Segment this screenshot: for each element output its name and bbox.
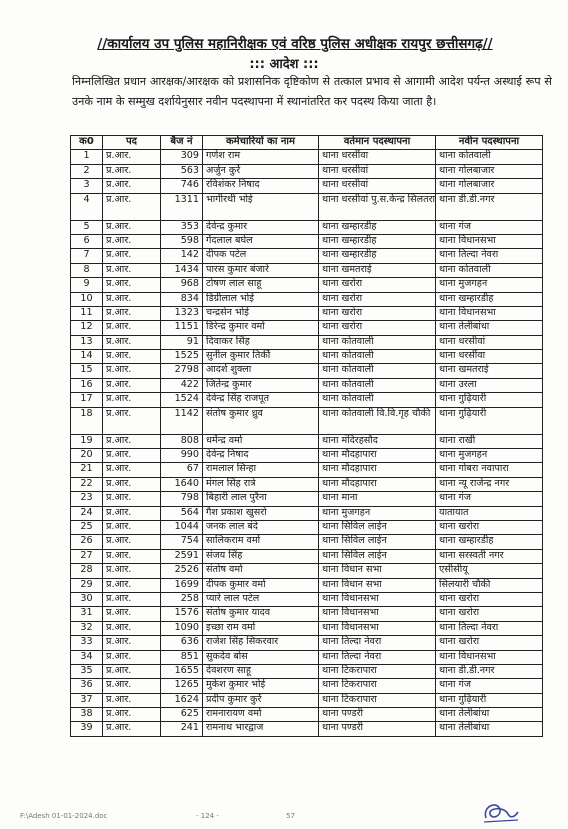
rank-cell: प्र.आर.: [103, 693, 161, 707]
badge-cell: 422: [161, 378, 203, 392]
new-posting-cell: थाना धरसीवां: [436, 335, 543, 349]
employee-name-cell: धर्मेन्द्र वर्मा: [203, 434, 319, 448]
employee-name-cell: रामलाल सिन्हा: [203, 463, 319, 477]
header-rank: पद: [103, 136, 161, 150]
transfer-table: [70, 135, 543, 737]
serial-cell: 2: [71, 164, 103, 178]
current-posting-cell: थाना मंदिरहसौद: [319, 434, 436, 448]
badge-cell: 1265: [161, 679, 203, 693]
new-posting-cell: थाना गोलबाजार: [436, 164, 543, 178]
serial-cell: 9: [71, 278, 103, 292]
serial-cell: 38: [71, 708, 103, 722]
badge-cell: 636: [161, 636, 203, 650]
rank-cell: प्र.आर.: [103, 449, 161, 463]
rank-cell: प्र.आर.: [103, 434, 161, 448]
serial-cell: 11: [71, 306, 103, 320]
table-row: [71, 220, 543, 234]
employee-name-cell: प्रदीप कुमार कुर्रे: [203, 693, 319, 707]
badge-cell: 1434: [161, 263, 203, 277]
badge-cell: 91: [161, 335, 203, 349]
table-row: [71, 364, 543, 378]
current-posting-cell: थाना कोतवाली: [319, 378, 436, 392]
rank-cell: प्र.आर.: [103, 292, 161, 306]
badge-cell: 1576: [161, 607, 203, 621]
new-posting-cell: थाना धरसींवा: [436, 350, 543, 364]
table-row: [71, 607, 543, 621]
badge-cell: 1655: [161, 664, 203, 678]
new-posting-cell: थाना तिल्दा नेवरा: [436, 249, 543, 263]
serial-cell: 36: [71, 679, 103, 693]
rank-cell: प्र.आर.: [103, 679, 161, 693]
rank-cell: प्र.आर.: [103, 263, 161, 277]
new-posting-cell: थाना खम्हारडीह: [436, 292, 543, 306]
rank-cell: प्र.आर.: [103, 335, 161, 349]
order-paragraph: निम्नलिखित प्रधान आरक्षक/आरक्षक को प्रशासनिक दृष्टिकोण से तत्काल प्रभाव से आगामी आदेश पर्यन्त अस्थाई रूप से उनके नाम के सम्मुख दर्शायेनुसार नवीन पदस्थापना में स्थानांतरित कर पदस्थ किया जाता है।: [72, 75, 552, 108]
employee-name-cell: इच्छा राम वर्मा: [203, 621, 319, 635]
badge-cell: 1524: [161, 393, 203, 407]
serial-cell: 24: [71, 506, 103, 520]
badge-cell: 834: [161, 292, 203, 306]
table-row: [71, 621, 543, 635]
rank-cell: प्र.आर.: [103, 708, 161, 722]
employee-name-cell: गणेश राम: [203, 150, 319, 164]
new-posting-cell: थाना खरोरा: [436, 520, 543, 534]
serial-cell: 33: [71, 636, 103, 650]
employee-name-cell: देवेन्द्र सिंह राजपूत: [203, 393, 319, 407]
rank-cell: प्र.आर.: [103, 306, 161, 320]
employee-name-cell: रामनाथ भारद्वाज: [203, 722, 319, 736]
page-mark: 57: [286, 812, 295, 820]
badge-cell: 1311: [161, 193, 203, 220]
current-posting-cell: थाना मुजगहन: [319, 506, 436, 520]
employee-name-cell: दिवाकर सिंह: [203, 335, 319, 349]
table-row: [71, 407, 543, 434]
serial-cell: 6: [71, 234, 103, 248]
badge-cell: 798: [161, 492, 203, 506]
current-posting-cell: थाना तिल्दा नेवरा: [319, 636, 436, 650]
table-row: [71, 193, 543, 220]
badge-cell: 309: [161, 150, 203, 164]
new-posting-cell: थाना तेलीबांधा: [436, 708, 543, 722]
badge-cell: 1699: [161, 578, 203, 592]
current-posting-cell: थाना पण्डरी: [319, 722, 436, 736]
current-posting-cell: थाना विधान सभा: [319, 564, 436, 578]
new-posting-cell: थाना उरला: [436, 378, 543, 392]
badge-cell: 353: [161, 220, 203, 234]
rank-cell: प्र.आर.: [103, 621, 161, 635]
serial-cell: 22: [71, 477, 103, 491]
new-posting-cell: थाना राखी: [436, 434, 543, 448]
new-posting-cell: थाना खमतराई: [436, 364, 543, 378]
current-posting-cell: थाना विधानसभा: [319, 607, 436, 621]
employee-name-cell: दीपक पटेल: [203, 249, 319, 263]
new-posting-cell: थाना गुढ़ियारी: [436, 407, 543, 434]
new-posting-cell: थाना विधानसभा: [436, 306, 543, 320]
rank-cell: प्र.आर.: [103, 506, 161, 520]
page-number: - 124 -: [196, 812, 219, 820]
serial-cell: 32: [71, 621, 103, 635]
badge-cell: 1142: [161, 407, 203, 434]
serial-cell: 3: [71, 179, 103, 193]
current-posting-cell: थाना मौदहापारा: [319, 477, 436, 491]
table-row: [71, 650, 543, 664]
new-posting-cell: थाना विधानसभा: [436, 650, 543, 664]
employee-name-cell: अर्जुन कुर्रे: [203, 164, 319, 178]
current-posting-cell: थाना कोतवाली: [319, 335, 436, 349]
table-row: [71, 592, 543, 606]
badge-cell: 1624: [161, 693, 203, 707]
employee-name-cell: सुकदेव बोस: [203, 650, 319, 664]
employee-name-cell: सुनील कुमार तिर्की: [203, 350, 319, 364]
current-posting-cell: थाना धरसींवा: [319, 150, 436, 164]
table-row: [71, 477, 543, 491]
table-row: [71, 335, 543, 349]
current-posting-cell: थाना विधानसभा: [319, 592, 436, 606]
badge-cell: 1525: [161, 350, 203, 364]
employee-name-cell: संतोष कुमार ध्रुव: [203, 407, 319, 434]
serial-cell: 15: [71, 364, 103, 378]
header-badge: बैज नं: [161, 136, 203, 150]
rank-cell: प्र.आर.: [103, 722, 161, 736]
rank-cell: प्र.आर.: [103, 664, 161, 678]
table-row: [71, 506, 543, 520]
table-row: [71, 708, 543, 722]
rank-cell: प्र.आर.: [103, 607, 161, 621]
badge-cell: 2798: [161, 364, 203, 378]
rank-cell: प्र.आर.: [103, 220, 161, 234]
current-posting-cell: थाना कोतवाली: [319, 350, 436, 364]
table-row: [71, 449, 543, 463]
rank-cell: प्र.आर.: [103, 492, 161, 506]
current-posting-cell: थाना विधानसभा: [319, 621, 436, 635]
badge-cell: 1151: [161, 321, 203, 335]
badge-cell: 2526: [161, 564, 203, 578]
new-posting-cell: थाना खरोरा: [436, 636, 543, 650]
current-posting-cell: थाना माना: [319, 492, 436, 506]
rank-cell: प्र.आर.: [103, 592, 161, 606]
table-row: [71, 249, 543, 263]
serial-cell: 19: [71, 434, 103, 448]
serial-cell: 12: [71, 321, 103, 335]
header-name: कर्मचारियों का नाम: [203, 136, 319, 150]
current-posting-cell: थाना तिल्दा नेवरा: [319, 650, 436, 664]
serial-cell: 29: [71, 578, 103, 592]
serial-cell: 28: [71, 564, 103, 578]
current-posting-cell: थाना टिकरापारा: [319, 679, 436, 693]
badge-cell: 564: [161, 506, 203, 520]
employee-name-cell: पारस कुमार बंजारे: [203, 263, 319, 277]
badge-cell: 968: [161, 278, 203, 292]
rank-cell: प्र.आर.: [103, 150, 161, 164]
employee-name-cell: जनक लाल बंदे: [203, 520, 319, 534]
badge-cell: 142: [161, 249, 203, 263]
new-posting-cell: थाना न्यू राजेन्द्र नगर: [436, 477, 543, 491]
table-row: [71, 549, 543, 563]
current-posting-cell: थाना मौदहापारा: [319, 463, 436, 477]
current-posting-cell: थाना सिविल लाईन: [319, 549, 436, 563]
employee-name-cell: गेंदलाल बघेल: [203, 234, 319, 248]
employee-name-cell: डिरेन्द्र कुमार वर्मा: [203, 321, 319, 335]
table-row: [71, 292, 543, 306]
table-row: [71, 306, 543, 320]
serial-cell: 27: [71, 549, 103, 563]
table-row: [71, 393, 543, 407]
table-row: [71, 664, 543, 678]
employee-name-cell: भागीरथी भोई: [203, 193, 319, 220]
serial-cell: 35: [71, 664, 103, 678]
serial-cell: 39: [71, 722, 103, 736]
serial-cell: 31: [71, 607, 103, 621]
employee-name-cell: राजेश सिंह सिकरवार: [203, 636, 319, 650]
current-posting-cell: थाना खरोरा: [319, 278, 436, 292]
new-posting-cell: थाना खम्हारडीह: [436, 535, 543, 549]
current-posting-cell: थाना धरसीवां: [319, 164, 436, 178]
serial-cell: 23: [71, 492, 103, 506]
table-row: [71, 179, 543, 193]
rank-cell: प्र.आर.: [103, 650, 161, 664]
rank-cell: प्र.आर.: [103, 549, 161, 563]
employee-name-cell: संतोष कुमार यादव: [203, 607, 319, 621]
rank-cell: प्र.आर.: [103, 378, 161, 392]
serial-cell: 10: [71, 292, 103, 306]
badge-cell: 563: [161, 164, 203, 178]
table-row: [71, 350, 543, 364]
employee-name-cell: संतोष वर्मा: [203, 564, 319, 578]
badge-cell: 754: [161, 535, 203, 549]
serial-cell: 1: [71, 150, 103, 164]
current-posting-cell: थाना कोतवाली: [319, 393, 436, 407]
rank-cell: प्र.आर.: [103, 636, 161, 650]
rank-cell: प्र.आर.: [103, 520, 161, 534]
rank-cell: प्र.आर.: [103, 193, 161, 220]
serial-cell: 34: [71, 650, 103, 664]
table-row: [71, 693, 543, 707]
employee-name-cell: आदर्श शुक्ला: [203, 364, 319, 378]
new-posting-cell: थाना गोबरा नवापारा: [436, 463, 543, 477]
badge-cell: 1090: [161, 621, 203, 635]
badge-cell: 1323: [161, 306, 203, 320]
employee-name-cell: रामनारायण वर्मा: [203, 708, 319, 722]
employee-name-cell: देवेन्द्र कुमार: [203, 220, 319, 234]
badge-cell: 2591: [161, 549, 203, 563]
current-posting-cell: थाना मौदहापारा: [319, 449, 436, 463]
employee-name-cell: देवेन्द्र निषाद: [203, 449, 319, 463]
new-posting-cell: थाना गंज: [436, 679, 543, 693]
new-posting-cell: थाना तेलीबांधा: [436, 722, 543, 736]
rank-cell: प्र.आर.: [103, 535, 161, 549]
table-row: [71, 578, 543, 592]
new-posting-cell: थाना तेलीबांधा: [436, 321, 543, 335]
new-posting-cell: थाना मुजगहन: [436, 278, 543, 292]
rank-cell: प्र.आर.: [103, 179, 161, 193]
new-posting-cell: थाना मुजगहन: [436, 449, 543, 463]
table-body: [71, 150, 543, 736]
badge-cell: 258: [161, 592, 203, 606]
new-posting-cell: थाना गंज: [436, 492, 543, 506]
employee-name-cell: मुकेश कुमार भोई: [203, 679, 319, 693]
table-row: [71, 378, 543, 392]
serial-cell: 17: [71, 393, 103, 407]
serial-cell: 26: [71, 535, 103, 549]
current-posting-cell: थाना खम्हारडीह: [319, 220, 436, 234]
employee-name-cell: प्यारे लाल पटेल: [203, 592, 319, 606]
new-posting-cell: थाना डी.डी.नगर: [436, 193, 543, 220]
table-row: [71, 535, 543, 549]
rank-cell: प्र.आर.: [103, 164, 161, 178]
table-row: [71, 278, 543, 292]
table-row: [71, 679, 543, 693]
new-posting-cell: थाना सरस्वती नगर: [436, 549, 543, 563]
table-row: [71, 434, 543, 448]
rank-cell: प्र.आर.: [103, 407, 161, 434]
serial-cell: 21: [71, 463, 103, 477]
header-new-posting: नवीन पदस्थापना: [436, 136, 543, 150]
badge-cell: 1640: [161, 477, 203, 491]
rank-cell: प्र.आर.: [103, 249, 161, 263]
new-posting-cell: एसीसीयू: [436, 564, 543, 578]
badge-cell: 1044: [161, 520, 203, 534]
serial-cell: 25: [71, 520, 103, 534]
badge-cell: 808: [161, 434, 203, 448]
badge-cell: 851: [161, 650, 203, 664]
rank-cell: प्र.आर.: [103, 393, 161, 407]
new-posting-cell: थाना गुढ़ियारी: [436, 693, 543, 707]
rank-cell: प्र.आर.: [103, 564, 161, 578]
new-posting-cell: थाना गुढ़ियारी: [436, 393, 543, 407]
new-posting-cell: थाना खरोरा: [436, 592, 543, 606]
current-posting-cell: थाना खम्हारडीह: [319, 234, 436, 248]
employee-name-cell: डिग्रीलाल भोई: [203, 292, 319, 306]
current-posting-cell: थाना खरोरा: [319, 306, 436, 320]
badge-cell: 241: [161, 722, 203, 736]
current-posting-cell: थाना खरोरा: [319, 321, 436, 335]
new-posting-cell: थाना विधानसभा: [436, 234, 543, 248]
employee-name-cell: देवशरण साहू: [203, 664, 319, 678]
employee-name-cell: रविशंकर निषाद: [203, 179, 319, 193]
header-current-posting: वर्तमान पदस्थापना: [319, 136, 436, 150]
new-posting-cell: थाना गंज: [436, 220, 543, 234]
table-row: [71, 520, 543, 534]
office-title: //कार्यालय उप पुलिस महानिरीक्षक एवं वरिष्ठ पुलिस अधीक्षक रायपुर छत्तीसगढ़//: [97, 36, 493, 52]
table-row: [71, 463, 543, 477]
rank-cell: प्र.आर.: [103, 234, 161, 248]
header-serial: क0: [71, 136, 103, 150]
rank-cell: प्र.आर.: [103, 364, 161, 378]
badge-cell: 625: [161, 708, 203, 722]
order-heading: ::: आदेश :::: [249, 57, 319, 72]
table-row: [71, 234, 543, 248]
serial-cell: 16: [71, 378, 103, 392]
serial-cell: 5: [71, 220, 103, 234]
rank-cell: प्र.आर.: [103, 477, 161, 491]
current-posting-cell: थाना धरसीवां: [319, 179, 436, 193]
current-posting-cell: थाना टिकरापारा: [319, 693, 436, 707]
new-posting-cell: यातायात: [436, 506, 543, 520]
rank-cell: प्र.आर.: [103, 321, 161, 335]
employee-name-cell: बिहारी लाल पुरैना: [203, 492, 319, 506]
serial-cell: 20: [71, 449, 103, 463]
new-posting-cell: थाना तिल्दा नेवरा: [436, 621, 543, 635]
current-posting-cell: थाना खम्हारडीह: [319, 249, 436, 263]
badge-cell: 990: [161, 449, 203, 463]
employee-name-cell: दीपक कुमार वर्मा: [203, 578, 319, 592]
signature-mark: [478, 796, 524, 826]
rank-cell: प्र.आर.: [103, 463, 161, 477]
employee-name-cell: सालिकराम वर्मा: [203, 535, 319, 549]
current-posting-cell: थाना खरोरा: [319, 292, 436, 306]
current-posting-cell: थाना कोतवाली: [319, 364, 436, 378]
table-row: [71, 722, 543, 736]
serial-cell: 14: [71, 350, 103, 364]
serial-cell: 8: [71, 263, 103, 277]
file-path: F:\Adesh 01-01-2024.doc: [20, 812, 108, 820]
current-posting-cell: थाना धरसीवां पु.स.केन्द्र सिलतरा: [319, 193, 436, 220]
current-posting-cell: थाना पण्डरी: [319, 708, 436, 722]
employee-name-cell: मंगल सिंह रात्रे: [203, 477, 319, 491]
table-row: [71, 321, 543, 335]
current-posting-cell: थाना टिकरापारा: [319, 664, 436, 678]
employee-name-cell: संजय सिंह: [203, 549, 319, 563]
employee-name-cell: टोषण लाल साहू: [203, 278, 319, 292]
table-row: [71, 564, 543, 578]
table-row: [71, 636, 543, 650]
current-posting-cell: थाना कोतवाली वि.वि.गृह चौकी: [319, 407, 436, 434]
current-posting-cell: थाना सिविल लाईन: [319, 535, 436, 549]
new-posting-cell: सिलयारी चौकी: [436, 578, 543, 592]
table-header-row: [71, 136, 543, 150]
new-posting-cell: थाना कोतवाली: [436, 263, 543, 277]
rank-cell: प्र.आर.: [103, 578, 161, 592]
new-posting-cell: थाना कोतवाली: [436, 150, 543, 164]
table-row: [71, 164, 543, 178]
new-posting-cell: थाना गोलबाजार: [436, 179, 543, 193]
current-posting-cell: थाना विधान सभा: [319, 578, 436, 592]
rank-cell: प्र.आर.: [103, 350, 161, 364]
employee-name-cell: जितेन्द्र कुमार: [203, 378, 319, 392]
current-posting-cell: थाना खमतराई: [319, 263, 436, 277]
current-posting-cell: थाना सिविल लाईन: [319, 520, 436, 534]
serial-cell: 4: [71, 193, 103, 220]
serial-cell: 7: [71, 249, 103, 263]
table-row: [71, 150, 543, 164]
rank-cell: प्र.आर.: [103, 278, 161, 292]
employee-name-cell: चन्द्रसेन भोई: [203, 306, 319, 320]
badge-cell: 67: [161, 463, 203, 477]
new-posting-cell: थाना खरोरा: [436, 607, 543, 621]
new-posting-cell: थाना डी.डी.नगर: [436, 664, 543, 678]
badge-cell: 746: [161, 179, 203, 193]
employee-name-cell: गैश प्रकाश खुसरो: [203, 506, 319, 520]
serial-cell: 13: [71, 335, 103, 349]
serial-cell: 37: [71, 693, 103, 707]
table-row: [71, 263, 543, 277]
table-row: [71, 492, 543, 506]
badge-cell: 598: [161, 234, 203, 248]
serial-cell: 30: [71, 592, 103, 606]
serial-cell: 18: [71, 407, 103, 434]
